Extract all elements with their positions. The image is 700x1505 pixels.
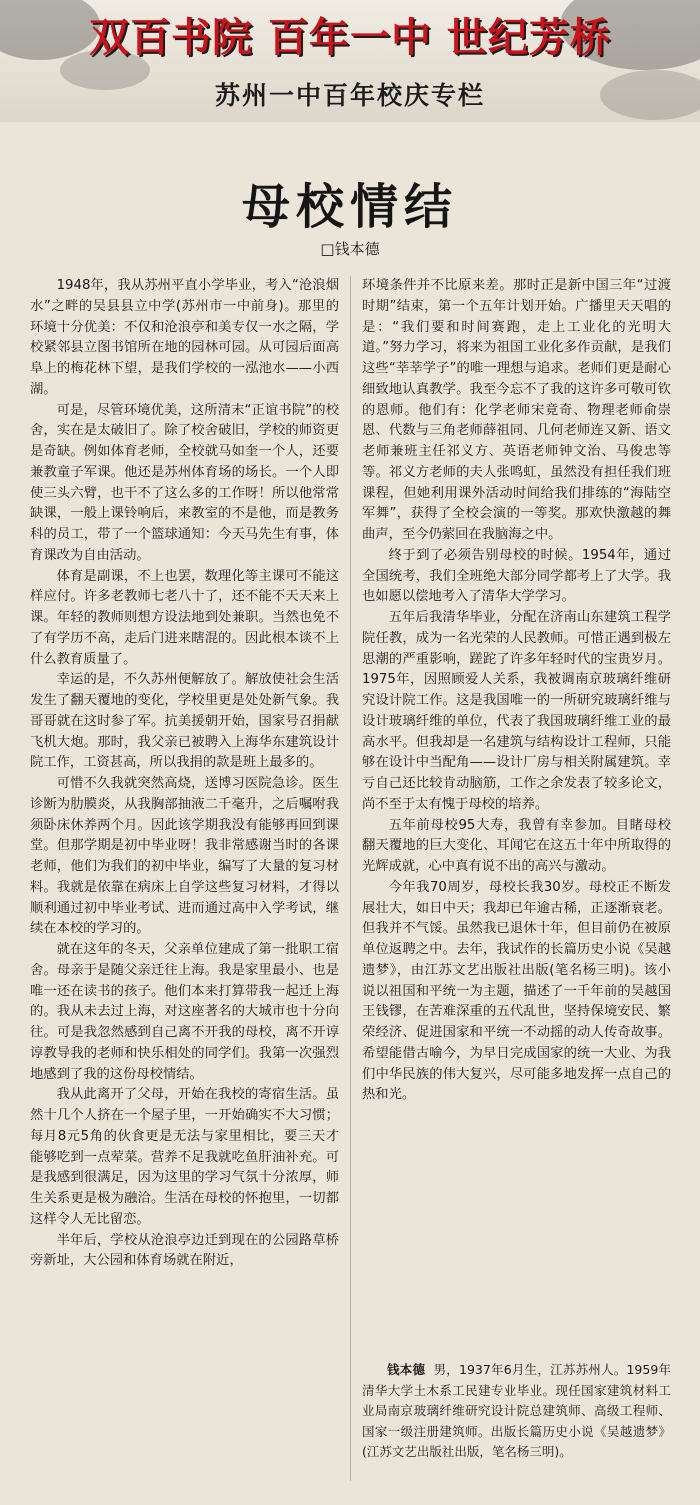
paragraph: 今年我70周岁，母校长我30岁。母校正不断发展壮大，如日中天；我却已年逾古稀，正逐渐衰老。但我并不气馁。虽然我已退休十年，但目前仍在被原单位返聘之中。去年，我试作的长篇历史小说《吴越遗梦》，由江苏文艺出版社出版(笔名杨三明)。该小说以祖国和平统一为主题，描述了一千年前的吴越国王钱镠，在苦难深重的五代乱世，坚持保境安民、繁荣经济、促进国家和平统一不动摇的动人传奇故事。希望能借古喻今，为早日完成国家的统一大业、为我们中华民族的伟大复兴，尽可能多地发挥一点自己的热和光。	[362, 879, 671, 1103]
paragraph: 我从此离开了父母，开始在我校的寄宿生活。虽然十几个人挤在一个屋子里，一开始确实不大习惯；每月8元5角的伙食更是无法与家里相比，要三天才能够吃到一点荤菜。营养不足我就吃鱼肝油补充。可是我感到很满足，因为这里的学习气氛十分浓厚，师生关系更是极为融洽。生活在母校的怀抱里，一切都这样令人无比留恋。	[30, 1087, 339, 1227]
paragraph: 可惜不久我就突然高烧，送博习医院急诊。医生诊断为肋膜炎，从我胸部抽液二千毫升，之后嘱咐我须卧床休养两个月。因此该学期我没有能够再回到课堂。但那学期是初中毕业呀！我非常感谢当时的各课老师，他们为我们的初中毕业，编写了大量的复习材料。我就是依靠在病床上自学这些复习材料，才得以顺利通过初中毕业考试、进而通过高中入学考试，继续在本校的学习的。	[30, 776, 339, 937]
paragraph: 终于到了必须告别母校的时候。1954年，通过全国统考，我们全班绝大部分同学都考上了大学。我也如愿以偿地考入了清华大学学习。	[362, 547, 671, 605]
paragraph: 体育是副课，不上也罢，数理化等主课可不能这样应付。许多老教师七老八十了，还不能不天天来上课。年轻的教师则想方设法地到处兼职。当然也免不了有学历不高，走后门进来瞎混的。因此根本谈不上什么教育质量了。	[30, 568, 339, 667]
article-column-left	[30, 276, 339, 1272]
paragraph: 五年前母校95大寿，我曾有幸参加。目睹母校翻天覆地的巨大变化、耳闻它在这五十年中所取得的光辉成就，心中真有说不出的高兴与激动。	[362, 817, 671, 874]
column-divider	[350, 276, 351, 1481]
byline: □钱本德	[320, 240, 380, 258]
article-title: 母校情结	[241, 179, 458, 235]
paragraph: 1948年，我从苏州平直小学毕业，考入“沧浪烟水”之畔的吴县县立中学(苏州市一中前身)。那里的环境十分优美：不仅和沧浪亭和美专仅一水之隔，学校紧邻县立图书馆所在地的园林可园。从可园后面高阜上的梅花林下望，是我们学校的一泓池水——小西湖。	[30, 278, 339, 397]
author-bio-text: 男，1937年6月生，江苏苏州人。1959年清华大学土木系工民建专业毕业。现任国家建筑材料工业局南京玻璃纤维研究设计院总建筑师、高级工程师、国家一级注册建筑师。出版长篇历史小说《吴越遗梦》(江苏文艺出版社出版，笔名杨三明)。	[362, 1362, 671, 1459]
paragraph-continued: 环境条件并不比原来差。那时正是新中国三年“过渡时期”结束，第一个五年计划开始。广播里天天唱的是：“我们要和时间赛跑，走上工业化的光明大道。”努力学习，将来为祖国工业化多作贡献，是我们这些“莘莘学子”的唯一理想与追求。老师们更是耐心细致地认真教学。我至今忘不了我的这许多可敬可钦的恩师。他们有：化学老师宋竟奇、物理老师俞崇恩、代数与三角老师薛祖同、几何老师连又新、语文老师兼班主任祁义方、英语老师钟文治、马俊忠等等。祁义方老师的夫人张鸣虹，虽然没有担任我们班课程，但她利用课外活动时间给我们排练的“海陆空军舞”，获得了全校会演的一等奖。那欢快激越的舞曲声，至今仍萦回在我脑海之中。	[362, 278, 671, 542]
column-banner	[0, 0, 700, 122]
author-name: 钱本德	[387, 1362, 426, 1377]
article-column-right	[362, 276, 671, 1106]
paragraph: 半年后，学校从沧浪亭边迁到现在的公园路草桥旁新址，大公园和体育场就在附近，	[30, 1232, 339, 1269]
paragraph: 可是，尽管环境优美，这所清末“正谊书院”的校舍，实在是太破旧了。除了校舍破旧，学校的师资更是奇缺。例如体育老师，全校就马如奎一个人，还要兼教童子军课。他还是苏州体育场的场长。一个人即使三头六臂，也干不了这么多的工作呀！所以他常常缺课，一般上课铃响后，来教室的不是他，而是教务科的员工，带了一个篮球通知：今天马先生有事，体育课改为自由活动。	[30, 402, 339, 563]
author-bio	[362, 1360, 671, 1463]
paragraph: 五年后我清华毕业，分配在济南山东建筑工程学院任教，成为一名光荣的人民教师。可惜正遇到极左思潮的严重影响，蹉跎了许多年轻时代的宝贵岁月。1975年，因照顾爱人关系，我被调南京玻璃纤维研究设计院工作。这是我国唯一的一所研究玻璃纤维与设计玻璃纤维的单位，代表了我国玻璃纤维工业的最高水平。但我却是一名建筑与结构设计工程师，只能够在设计中当配角——设计厂房与相关附属建筑。幸亏自己还比较肯动脑筋，工作之余发表了较多论文，尚不至于太有愧于母校的培养。	[362, 610, 671, 812]
banner-subtitle: 苏州一中百年校庆专栏	[214, 81, 485, 110]
banner-title: 双百书院 百年一中 世纪芳桥	[89, 15, 611, 61]
paragraph: 幸运的是，不久苏州便解放了。解放使社会生活发生了翻天覆地的变化，学校里更是处处新气象。我哥哥就在这时参了军。抗美援朝开始，国家号召捐献飞机大炮。那时，我父亲已被聘入上海华东建筑设计院工作，工资甚高，所以我捐的款是班上最多的。	[30, 672, 339, 771]
paragraph: 就在这年的冬天，父亲单位建成了第一批职工宿舍。母亲于是随父亲迁往上海。我是家里最小、也是唯一还在读书的孩子。他们本来打算带我一起迁上海的。我从未去过上海，对这座著名的大城市也十分向往。可是我忽然感到自己离不开我的母校，离不开谆谆教导我的老师和快乐相处的同学们。我第一次强烈地感到了我的这份母校情结。	[30, 942, 339, 1082]
